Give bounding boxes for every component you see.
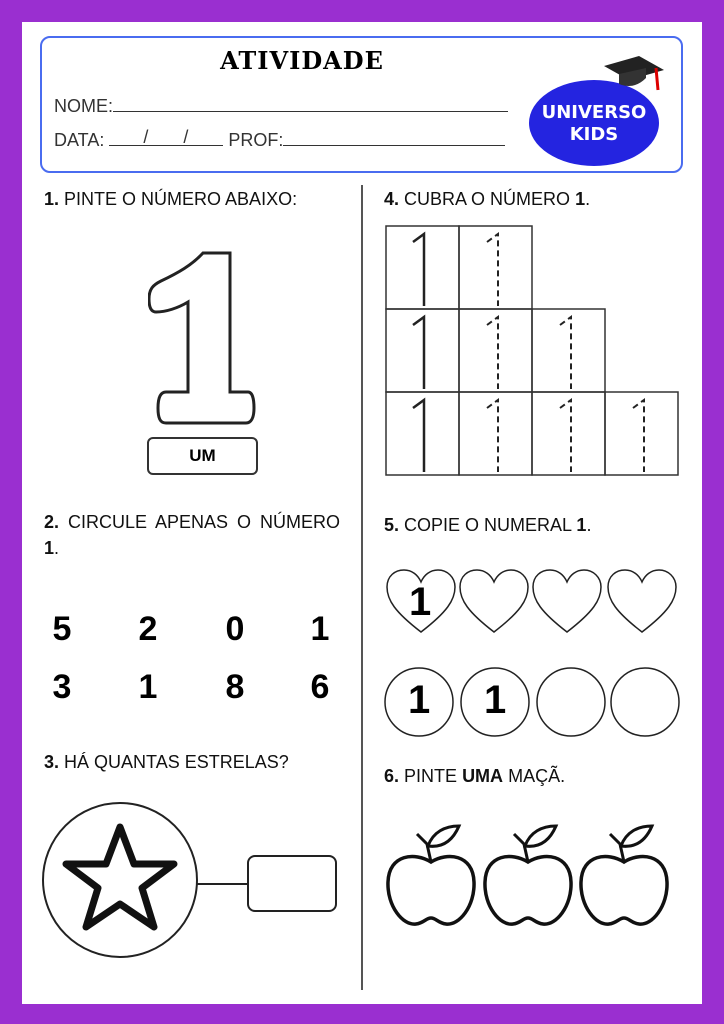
name-field[interactable] bbox=[54, 96, 508, 117]
tracing-cell[interactable] bbox=[386, 392, 459, 475]
question-5: 5. COPIE O NUMERAL 1. bbox=[384, 515, 592, 535]
column-divider bbox=[361, 185, 363, 990]
apple-icon[interactable] bbox=[578, 820, 672, 928]
date-field[interactable]: DATA: / / PROF: bbox=[54, 130, 505, 151]
circle-digit: 1 bbox=[408, 678, 431, 722]
question-4: 4. CUBRA O NÚMERO 1. bbox=[384, 189, 591, 209]
prof-label: PROF: bbox=[228, 130, 284, 150]
digit-option[interactable]: 6 bbox=[310, 668, 330, 706]
number-one-dashed bbox=[633, 400, 644, 472]
number-one-dashed bbox=[487, 400, 498, 472]
svg-text:KIDS: KIDS bbox=[569, 124, 619, 145]
name-label: NOME: bbox=[54, 96, 114, 116]
header-box bbox=[40, 36, 683, 173]
tracing-cell[interactable] bbox=[459, 309, 532, 392]
digit-option[interactable]: 2 bbox=[138, 610, 158, 648]
date-label: DATA: bbox=[54, 130, 105, 150]
number-word-label: UM bbox=[147, 437, 258, 475]
number-one-dashed bbox=[487, 234, 498, 306]
page-title: ATIVIDADE bbox=[220, 46, 384, 75]
number-one-dashed bbox=[560, 400, 571, 472]
circle-digit: 1 bbox=[484, 678, 507, 722]
number-one-dashed bbox=[560, 317, 571, 389]
question-3: 3. HÁ QUANTAS ESTRELAS? bbox=[44, 752, 289, 772]
digit-option[interactable]: 5 bbox=[52, 610, 72, 648]
digit-option[interactable]: 1 bbox=[138, 668, 158, 706]
heart-shape[interactable] bbox=[531, 568, 603, 636]
number-one-guide bbox=[413, 317, 424, 389]
copy-circle[interactable] bbox=[535, 666, 607, 738]
question-2: 2. CIRCULE APENAS O NÚMERO 1. bbox=[44, 512, 340, 558]
apple-icon[interactable] bbox=[482, 820, 576, 928]
digit-option[interactable]: 0 bbox=[225, 610, 245, 648]
digit-option[interactable]: 8 bbox=[225, 668, 245, 706]
digit-option[interactable]: 3 bbox=[52, 668, 72, 706]
tracing-cell[interactable] bbox=[605, 392, 678, 475]
svg-text:UNIVERSO: UNIVERSO bbox=[541, 102, 647, 123]
heart-shape[interactable] bbox=[606, 568, 678, 636]
tracing-cell[interactable] bbox=[532, 309, 605, 392]
tracing-cell[interactable] bbox=[386, 226, 459, 309]
digit-option[interactable]: 1 bbox=[310, 610, 330, 648]
answer-box[interactable] bbox=[247, 855, 337, 912]
number-one-guide bbox=[413, 400, 424, 472]
heart-digit: 1 bbox=[409, 580, 432, 624]
tracing-cell[interactable] bbox=[386, 309, 459, 392]
question-6: 6. PINTE UMA MAÇÃ. bbox=[384, 766, 566, 786]
universo-kids-logo bbox=[524, 48, 684, 173]
tracing-cell[interactable] bbox=[459, 226, 532, 309]
star-circle bbox=[40, 800, 250, 965]
tracing-cell[interactable] bbox=[532, 392, 605, 475]
number-one-guide bbox=[413, 234, 424, 306]
heart-shape[interactable] bbox=[458, 568, 530, 636]
apple-icon[interactable] bbox=[385, 820, 479, 928]
question-1: 1. PINTE O NÚMERO ABAIXO: bbox=[44, 189, 298, 209]
copy-circle[interactable] bbox=[609, 666, 681, 738]
tracing-cell[interactable] bbox=[459, 392, 532, 475]
number-one-dashed bbox=[487, 317, 498, 389]
tracing-grid[interactable] bbox=[385, 225, 682, 477]
big-number-one-outline bbox=[148, 250, 258, 428]
